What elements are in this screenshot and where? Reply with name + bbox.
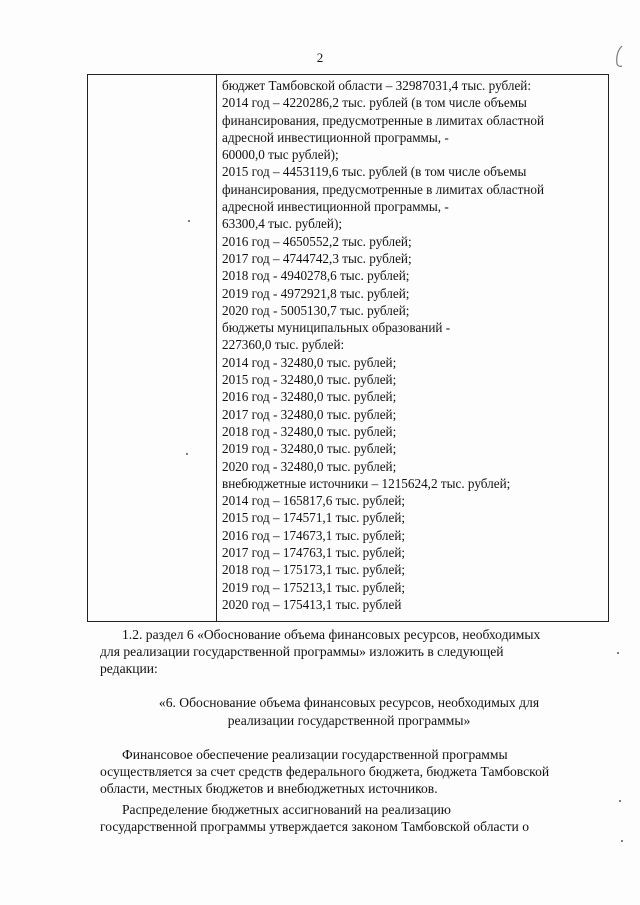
table-line: адресной инвестиционной программы, - (222, 199, 449, 215)
scan-speck (617, 652, 619, 654)
table-line: 2020 год – 175413,1 тыс. рублей (222, 596, 402, 612)
table-line: 227360,0 тыс. рублей: (222, 337, 345, 353)
table-line: 2015 год – 4453119,6 тыс. рублей (в том числе объемы (222, 164, 527, 180)
table-line: 2014 год - 32480,0 тыс. рублей; (222, 354, 397, 370)
table-line: 2018 год - 32480,0 тыс. рублей; (222, 423, 397, 439)
table-line: внебюджетные источники – 1215624,2 тыс. рублей; (222, 475, 511, 491)
amendment-line: редакции: (100, 661, 158, 676)
scan-speck (188, 220, 190, 222)
handwritten-mark-icon (612, 44, 626, 70)
table-line: 2019 год - 32480,0 тыс. рублей; (222, 441, 397, 457)
scan-speck (186, 453, 188, 455)
section-title (100, 694, 598, 730)
table-line: 2017 год – 4744742,3 тыс. рублей; (222, 250, 412, 266)
body-line: осуществляется за счет средств федерального бюджета, бюджета Тамбовской (100, 764, 550, 779)
table-line: 2014 год – 4220286,2 тыс. рублей (в том числе объемы (222, 95, 527, 111)
scan-speck (619, 800, 621, 802)
amendment-line: для реализации государственной программы» изложить в следующей (100, 644, 504, 659)
table-line: 2018 год - 4940278,6 тыс. рублей; (222, 268, 410, 284)
table-line: 2016 год – 4650552,2 тыс. рублей; (222, 233, 412, 249)
table-column-divider (216, 75, 217, 621)
table-line: 2019 год - 4972921,8 тыс. рублей; (222, 285, 410, 301)
section-title-line: «6. Обоснование объема финансовых ресурсов, необходимых для (158, 695, 540, 710)
amendment-line: 1.2. раздел 6 «Обоснование объема финансовых ресурсов, необходимых (122, 627, 541, 642)
table-line: финансирования, предусмотренные в лимитах областной (222, 112, 545, 128)
budget-table (87, 74, 609, 622)
table-line: 2020 год - 32480,0 тыс. рублей; (222, 458, 397, 474)
table-line: бюджет Тамбовской области – 32987031,4 тыс. рублей: (222, 78, 532, 93)
table-line: 63300,4 тыс. рублей); (222, 216, 342, 232)
body-line: государственной программы утверждается законом Тамбовской области о (100, 819, 529, 834)
table-line: 2016 год - 32480,0 тыс. рублей; (222, 389, 397, 405)
table-line: финансирования, предусмотренные в лимитах областной (222, 181, 545, 197)
table-line: 60000,0 тыс рублей); (222, 147, 339, 163)
body-line: Финансовое обеспечение реализации государственной программы (122, 747, 508, 762)
page-number: 2 (316, 50, 324, 65)
table-line: 2014 год – 165817,6 тыс. рублей; (222, 493, 406, 509)
budget-table-content-cell (222, 77, 606, 613)
table-line: 2015 год - 32480,0 тыс. рублей; (222, 372, 397, 388)
table-line: 2018 год – 175173,1 тыс. рублей; (222, 562, 406, 578)
table-line: 2017 год – 174763,1 тыс. рублей; (222, 545, 406, 561)
section-title-line: реализации государственной программы» (227, 713, 471, 728)
table-line: 2020 год - 5005130,7 тыс. рублей; (222, 302, 410, 318)
body-line: Распределение бюджетных ассигнований на реализацию (122, 802, 451, 817)
table-line: адресной инвестиционной программы, - (222, 129, 449, 145)
scan-speck (621, 840, 623, 842)
table-line: 2016 год – 174673,1 тыс. рублей; (222, 527, 406, 543)
table-line: 2017 год - 32480,0 тыс. рублей; (222, 406, 397, 422)
table-line: 2015 год – 174571,1 тыс. рублей; (222, 510, 406, 526)
body-line: области, местных бюджетов и внебюджетных источников. (100, 781, 438, 796)
table-line: 2019 год – 175213,1 тыс. рублей; (222, 579, 406, 595)
table-line: бюджеты муниципальных образований - (222, 320, 451, 336)
